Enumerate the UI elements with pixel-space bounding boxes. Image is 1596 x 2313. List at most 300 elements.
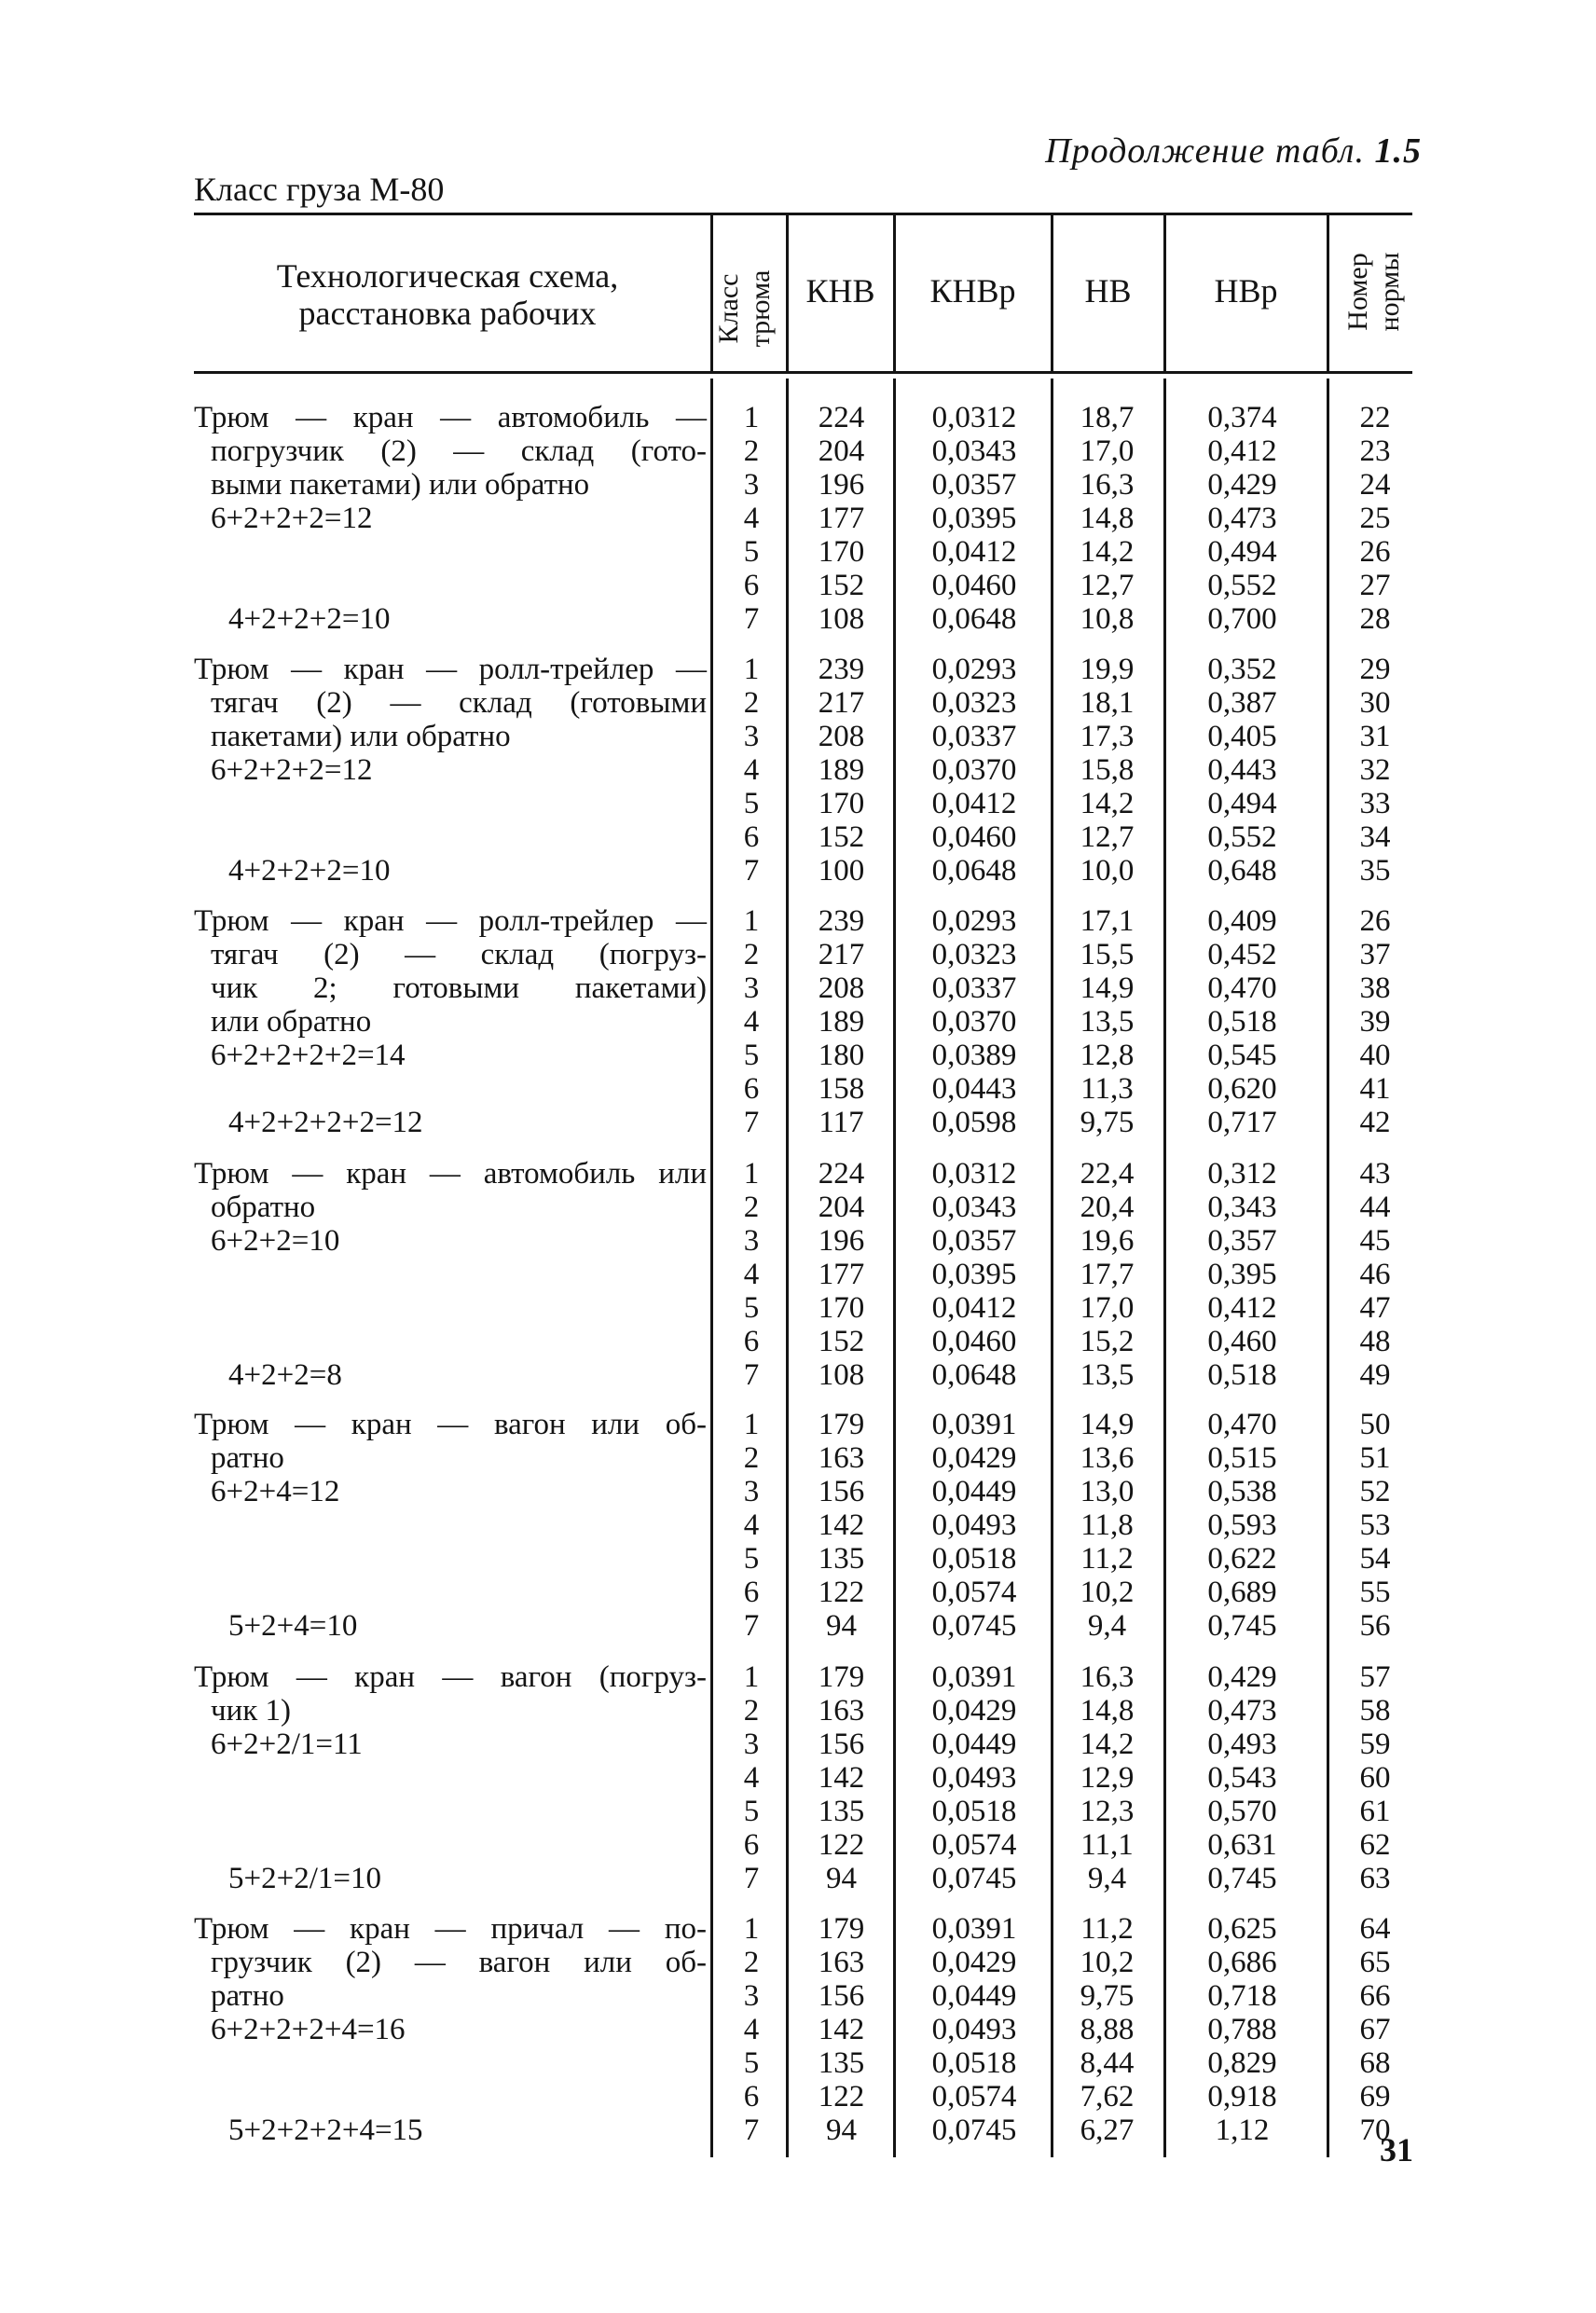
norm-number-cell: 41 [1359,1072,1391,1106]
knvp-cell: 0,0518 [931,1542,1017,1576]
hold-class-cell: 6 [743,1072,760,1106]
hold-class-cell: 7 [743,2113,760,2147]
knvp-cell: 0,0391 [931,1660,1017,1694]
knv-cell: 179 [818,1660,865,1694]
scheme-text-line: чик 2; готовыми пакетами) [211,971,707,1005]
norm-number-cell: 61 [1359,1795,1391,1828]
nvp-cell: 0,631 [1207,1828,1277,1862]
knvp-cell: 0,0312 [931,401,1017,434]
knvp-cell: 0,0449 [931,1475,1017,1508]
knv-cell: 152 [818,569,865,602]
norm-number-cell: 25 [1359,502,1391,535]
scheme-text-line: Трюм — кран — ролл-трейлер — [194,653,707,686]
hold-class-cell: 2 [743,1191,760,1224]
table-row [0,434,1596,468]
norm-number-cell: 51 [1359,1441,1391,1475]
nv-cell: 14,2 [1080,535,1135,569]
knv-cell: 142 [818,1508,865,1542]
hold-class-cell: 3 [743,468,760,502]
nvp-cell: 0,494 [1207,787,1277,820]
norm-number-cell: 45 [1359,1224,1391,1258]
hold-class-cell: 4 [743,1761,760,1795]
knv-cell: 208 [818,720,865,753]
nv-cell: 13,5 [1080,1358,1135,1392]
knvp-cell: 0,0357 [931,1224,1017,1258]
knvp-cell: 0,0357 [931,468,1017,502]
nv-cell: 17,3 [1080,720,1135,753]
table-row [0,401,1596,434]
nv-cell: 13,0 [1080,1475,1135,1508]
column-header-knvp: КНВр [929,272,1016,310]
knvp-cell: 0,0574 [931,1828,1017,1862]
nv-cell: 14,2 [1080,787,1135,820]
knv-cell: 108 [818,602,865,636]
nvp-cell: 0,689 [1207,1576,1277,1609]
knvp-cell: 0,0449 [931,1728,1017,1761]
knvp-cell: 0,0412 [931,535,1017,569]
table-row [0,1441,1596,1475]
norm-number-cell: 55 [1359,1576,1391,1609]
scheme-text-line: тягач (2) — склад (погруз- [211,938,707,971]
nv-cell: 19,9 [1080,653,1135,686]
header-bottom-rule [194,371,1412,374]
knvp-cell: 0,0389 [931,1039,1017,1072]
knv-cell: 100 [818,854,865,888]
nv-cell: 19,6 [1080,1224,1135,1258]
norm-number-cell: 35 [1359,854,1391,888]
knvp-cell: 0,0429 [931,1946,1017,1979]
table-row [0,602,1596,636]
hold-class-cell: 6 [743,1576,760,1609]
knvp-cell: 0,0449 [931,1979,1017,2013]
norm-number-cell: 67 [1359,2013,1391,2046]
crew-formula-alt: 5+2+2+2+4=15 [228,2113,423,2147]
table-row [0,468,1596,502]
table-row [0,686,1596,720]
knvp-cell: 0,0412 [931,787,1017,820]
table-number: 1.5 [1374,131,1422,171]
nvp-cell: 0,515 [1207,1441,1277,1475]
norm-number-cell: 30 [1359,686,1391,720]
hold-class-cell: 6 [743,1325,760,1358]
nv-cell: 10,0 [1080,854,1135,888]
knv-cell: 189 [818,753,865,787]
knvp-cell: 0,0745 [931,1609,1017,1643]
table-row [0,753,1596,787]
crew-formula-alt: 5+2+4=10 [228,1609,358,1643]
table-row [0,904,1596,938]
table-row [0,1475,1596,1508]
nvp-cell: 0,473 [1207,1694,1277,1728]
cargo-class-label: Класс груза М-80 [194,171,445,208]
knv-cell: 117 [819,1106,864,1139]
nv-cell: 16,3 [1080,1660,1135,1694]
nvp-cell: 0,374 [1207,401,1277,434]
table-row [0,2046,1596,2080]
nvp-cell: 0,412 [1207,434,1277,468]
crew-formula-alt: 5+2+2/1=10 [228,1862,382,1895]
table-row [0,1408,1596,1441]
knvp-cell: 0,0493 [931,1761,1017,1795]
nvp-cell: 0,829 [1207,2046,1277,2080]
table-row [0,1912,1596,1946]
nvp-cell: 0,552 [1207,820,1277,854]
nvp-cell: 0,357 [1207,1224,1277,1258]
norm-number-cell: 66 [1359,1979,1391,2013]
knvp-cell: 0,0343 [931,434,1017,468]
table-row [0,1325,1596,1358]
nv-cell: 10,2 [1080,1576,1135,1609]
norm-number-cell: 44 [1359,1191,1391,1224]
knvp-cell: 0,0460 [931,820,1017,854]
nv-cell: 15,2 [1080,1325,1135,1358]
nvp-cell: 0,620 [1207,1072,1277,1106]
nvp-cell: 0,429 [1207,1660,1277,1694]
knv-cell: 189 [818,1005,865,1039]
knvp-cell: 0,0370 [931,753,1017,787]
hold-class-cell: 6 [743,569,760,602]
table-row [0,1795,1596,1828]
nvp-cell: 0,494 [1207,535,1277,569]
nvp-cell: 0,443 [1207,753,1277,787]
norm-number-cell: 37 [1359,938,1391,971]
nvp-cell: 0,545 [1207,1039,1277,1072]
nv-cell: 17,0 [1080,434,1135,468]
nv-cell: 12,7 [1080,569,1135,602]
hold-class-cell: 5 [743,1795,760,1828]
knv-cell: 142 [818,2013,865,2046]
nvp-cell: 0,717 [1207,1106,1277,1139]
table-row [0,1191,1596,1224]
nvp-cell: 0,405 [1207,720,1277,753]
knv-cell: 217 [818,938,865,971]
table-row [0,1072,1596,1106]
nv-cell: 9,4 [1087,1862,1127,1895]
hold-class-cell: 1 [743,904,760,938]
nv-cell: 14,9 [1080,971,1135,1005]
continuation-title [1030,131,1422,172]
nvp-cell: 0,493 [1207,1728,1277,1761]
table-row [0,2080,1596,2113]
knv-cell: 177 [818,1258,865,1291]
norm-number-cell: 40 [1359,1039,1391,1072]
hold-class-cell: 4 [743,2013,760,2046]
knvp-cell: 0,0391 [931,1912,1017,1946]
crew-formula: 6+2+2+2+2=14 [211,1039,406,1072]
hold-class-cell: 5 [743,2046,760,2080]
knv-cell: 204 [818,1191,865,1224]
hold-class-cell: 3 [743,1728,760,1761]
hold-class-cell: 3 [743,720,760,753]
table-row [0,1609,1596,1643]
knv-cell: 196 [818,468,865,502]
scheme-text-line: ратно [211,1441,284,1475]
knv-cell: 170 [818,535,865,569]
nv-cell: 12,9 [1080,1761,1135,1795]
table-row [0,820,1596,854]
crew-formula-alt: 4+2+2=8 [228,1358,342,1392]
knvp-cell: 0,0391 [931,1408,1017,1441]
norm-number-cell: 69 [1359,2080,1391,2113]
nv-cell: 10,2 [1080,1946,1135,1979]
knv-cell: 135 [818,1795,865,1828]
nvp-cell: 0,387 [1207,686,1277,720]
hold-class-cell: 4 [743,1258,760,1291]
scheme-text-line: пакетами) или обратно [211,720,511,753]
knv-cell: 204 [818,434,865,468]
knv-cell: 224 [818,1157,865,1191]
norm-number-cell: 31 [1359,720,1391,753]
norm-number-cell: 65 [1359,1946,1391,1979]
knv-cell: 94 [826,1862,857,1895]
knv-cell: 163 [818,1946,865,1979]
nv-cell: 11,1 [1080,1828,1134,1862]
nv-cell: 7,62 [1080,2080,1135,2113]
knv-cell: 224 [818,401,865,434]
nv-cell: 11,3 [1080,1072,1134,1106]
column-header-hold-class: Класс трюма [713,269,776,348]
norm-number-cell: 23 [1359,434,1391,468]
knvp-cell: 0,0323 [931,686,1017,720]
table-row [0,1224,1596,1258]
hold-class-cell: 1 [743,1408,760,1441]
crew-formula: 6+2+2+2=12 [211,502,373,535]
knvp-cell: 0,0443 [931,1072,1017,1106]
table-row [0,720,1596,753]
norm-number-cell: 48 [1359,1325,1391,1358]
nvp-cell: 0,412 [1207,1291,1277,1325]
nvp-cell: 0,718 [1207,1979,1277,2013]
nvp-cell: 0,686 [1207,1946,1277,1979]
scheme-text-line: Трюм — кран — автомобиль или [194,1157,707,1191]
nv-cell: 14,2 [1080,1728,1135,1761]
nvp-cell: 0,625 [1207,1912,1277,1946]
norm-number-cell: 54 [1359,1542,1391,1576]
nv-cell: 17,0 [1080,1291,1135,1325]
hold-class-cell: 3 [743,1224,760,1258]
norm-number-cell: 24 [1359,468,1391,502]
knv-cell: 142 [818,1761,865,1795]
nv-cell: 18,7 [1080,401,1135,434]
norm-number-cell: 22 [1359,401,1391,434]
norm-number-cell: 60 [1359,1761,1391,1795]
knv-cell: 177 [818,502,865,535]
norm-number-cell: 47 [1359,1291,1391,1325]
table-row [0,854,1596,888]
knvp-cell: 0,0429 [931,1694,1017,1728]
hold-class-cell: 4 [743,1508,760,1542]
hold-class-cell: 1 [743,401,760,434]
knvp-cell: 0,0574 [931,1576,1017,1609]
norm-number-cell: 33 [1359,787,1391,820]
nv-cell: 12,8 [1080,1039,1135,1072]
nvp-cell: 0,918 [1207,2080,1277,2113]
nv-cell: 15,8 [1080,753,1135,787]
knvp-cell: 0,0293 [931,653,1017,686]
knvp-cell: 0,0518 [931,1795,1017,1828]
knv-cell: 156 [818,1728,865,1761]
norm-number-cell: 64 [1359,1912,1391,1946]
table-row [0,1946,1596,1979]
knvp-cell: 0,0395 [931,502,1017,535]
knv-cell: 135 [818,2046,865,2080]
hold-class-cell: 3 [743,1979,760,2013]
knvp-cell: 0,0370 [931,1005,1017,1039]
knv-cell: 239 [818,653,865,686]
nvp-cell: 0,538 [1207,1475,1277,1508]
knv-cell: 122 [818,1576,865,1609]
nvp-cell: 0,352 [1207,653,1277,686]
knv-cell: 122 [818,1828,865,1862]
nv-cell: 12,3 [1080,1795,1135,1828]
table-row [0,938,1596,971]
nvp-cell: 0,312 [1207,1157,1277,1191]
scheme-text-line: Трюм — кран — автомобиль — [194,401,707,434]
hold-class-cell: 1 [743,1157,760,1191]
scheme-text-line: обратно [211,1191,316,1224]
crew-formula-alt: 4+2+2+2=10 [228,854,391,888]
nvp-cell: 1,12 [1215,2113,1270,2147]
nv-cell: 9,4 [1087,1609,1127,1643]
nv-cell: 11,2 [1080,1912,1134,1946]
hold-class-cell: 3 [743,1475,760,1508]
norm-number-cell: 34 [1359,820,1391,854]
knvp-cell: 0,0493 [931,2013,1017,2046]
table-row [0,1291,1596,1325]
table-row [0,1508,1596,1542]
column-header-scheme: Технологическая схема, расстановка рабочих [276,257,619,332]
scheme-text-line: Трюм — кран — ролл-трейлер — [194,904,707,938]
norm-number-cell: 29 [1359,653,1391,686]
knvp-cell: 0,0598 [931,1106,1017,1139]
nv-cell: 8,44 [1080,2046,1135,2080]
hold-class-cell: 4 [743,1005,760,1039]
hold-class-cell: 5 [743,1039,760,1072]
table-row [0,502,1596,535]
norm-number-cell: 26 [1359,904,1391,938]
nvp-cell: 0,460 [1207,1325,1277,1358]
knvp-cell: 0,0493 [931,1508,1017,1542]
hold-class-cell: 4 [743,753,760,787]
hold-class-cell: 2 [743,1946,760,1979]
norm-number-cell: 63 [1359,1862,1391,1895]
knvp-cell: 0,0293 [931,904,1017,938]
nvp-cell: 0,395 [1207,1258,1277,1291]
hold-class-cell: 7 [743,1106,760,1139]
crew-formula: 6+2+2=10 [211,1224,340,1258]
knvp-cell: 0,0337 [931,720,1017,753]
table-row [0,1005,1596,1039]
nv-cell: 6,27 [1080,2113,1135,2147]
scheme-text-line: Трюм — кран — причал — по- [194,1912,707,1946]
nv-cell: 8,88 [1080,2013,1135,2046]
table-row [0,787,1596,820]
nvp-cell: 0,409 [1207,904,1277,938]
nv-cell: 16,3 [1080,468,1135,502]
nv-cell: 9,75 [1080,1979,1135,2013]
table-row [0,1106,1596,1139]
knv-cell: 94 [826,2113,857,2147]
column-header-norm-number: Номер нормы [1342,252,1405,332]
hold-class-cell: 5 [743,1291,760,1325]
hold-class-cell: 3 [743,971,760,1005]
knv-cell: 170 [818,1291,865,1325]
norm-number-cell: 46 [1359,1258,1391,1291]
knvp-cell: 0,0518 [931,2046,1017,2080]
scheme-text-line: выми пакетами) или обратно [211,468,590,502]
column-header-nv: НВ [1084,272,1132,310]
norm-number-cell: 57 [1359,1660,1391,1694]
table-row [0,1728,1596,1761]
nv-cell: 17,7 [1080,1258,1135,1291]
knv-cell: 208 [818,971,865,1005]
nvp-cell: 0,543 [1207,1761,1277,1795]
hold-class-cell: 7 [743,854,760,888]
nvp-cell: 0,788 [1207,2013,1277,2046]
crew-formula-alt: 4+2+2+2+2=12 [228,1106,423,1139]
nvp-cell: 0,745 [1207,1609,1277,1643]
knv-cell: 170 [818,787,865,820]
table-row [0,1862,1596,1895]
knvp-cell: 0,0648 [931,854,1017,888]
nvp-cell: 0,473 [1207,502,1277,535]
knvp-cell: 0,0460 [931,1325,1017,1358]
nvp-cell: 0,343 [1207,1191,1277,1224]
hold-class-cell: 6 [743,2080,760,2113]
knvp-cell: 0,0745 [931,1862,1017,1895]
hold-class-cell: 7 [743,1862,760,1895]
knvp-cell: 0,0343 [931,1191,1017,1224]
knv-cell: 108 [818,1358,865,1392]
scheme-text-line: тягач (2) — склад (готовыми [211,686,707,720]
knvp-cell: 0,0745 [931,2113,1017,2147]
knv-cell: 94 [826,1609,857,1643]
knv-cell: 179 [818,1912,865,1946]
hold-class-cell: 2 [743,434,760,468]
hold-class-cell: 6 [743,820,760,854]
scheme-text-line: или обратно [211,1005,372,1039]
scheme-text-line: погрузчик (2) — склад (гото- [211,434,707,468]
norm-number-cell: 53 [1359,1508,1391,1542]
scheme-text-line: чик 1) [211,1694,292,1728]
nv-cell: 17,1 [1080,904,1135,938]
norm-number-cell: 26 [1359,535,1391,569]
hold-class-cell: 2 [743,1694,760,1728]
nv-cell: 13,6 [1080,1441,1135,1475]
table-row [0,535,1596,569]
crew-formula: 6+2+4=12 [211,1475,340,1508]
norm-number-cell: 42 [1359,1106,1391,1139]
hold-class-cell: 7 [743,1609,760,1643]
crew-formula-alt: 4+2+2+2=10 [228,602,391,636]
norm-number-cell: 28 [1359,602,1391,636]
norm-number-cell: 62 [1359,1828,1391,1862]
nv-cell: 11,2 [1080,1542,1134,1576]
norm-number-cell: 43 [1359,1157,1391,1191]
nv-cell: 14,8 [1080,1694,1135,1728]
nv-cell: 22,4 [1080,1157,1135,1191]
norm-number-cell: 39 [1359,1005,1391,1039]
knvp-cell: 0,0460 [931,569,1017,602]
knv-cell: 135 [818,1542,865,1576]
knvp-cell: 0,0337 [931,971,1017,1005]
nv-cell: 13,5 [1080,1005,1135,1039]
knvp-cell: 0,0323 [931,938,1017,971]
hold-class-cell: 2 [743,938,760,971]
hold-class-cell: 5 [743,787,760,820]
knvp-cell: 0,0574 [931,2080,1017,2113]
table-top-rule [194,213,1412,215]
